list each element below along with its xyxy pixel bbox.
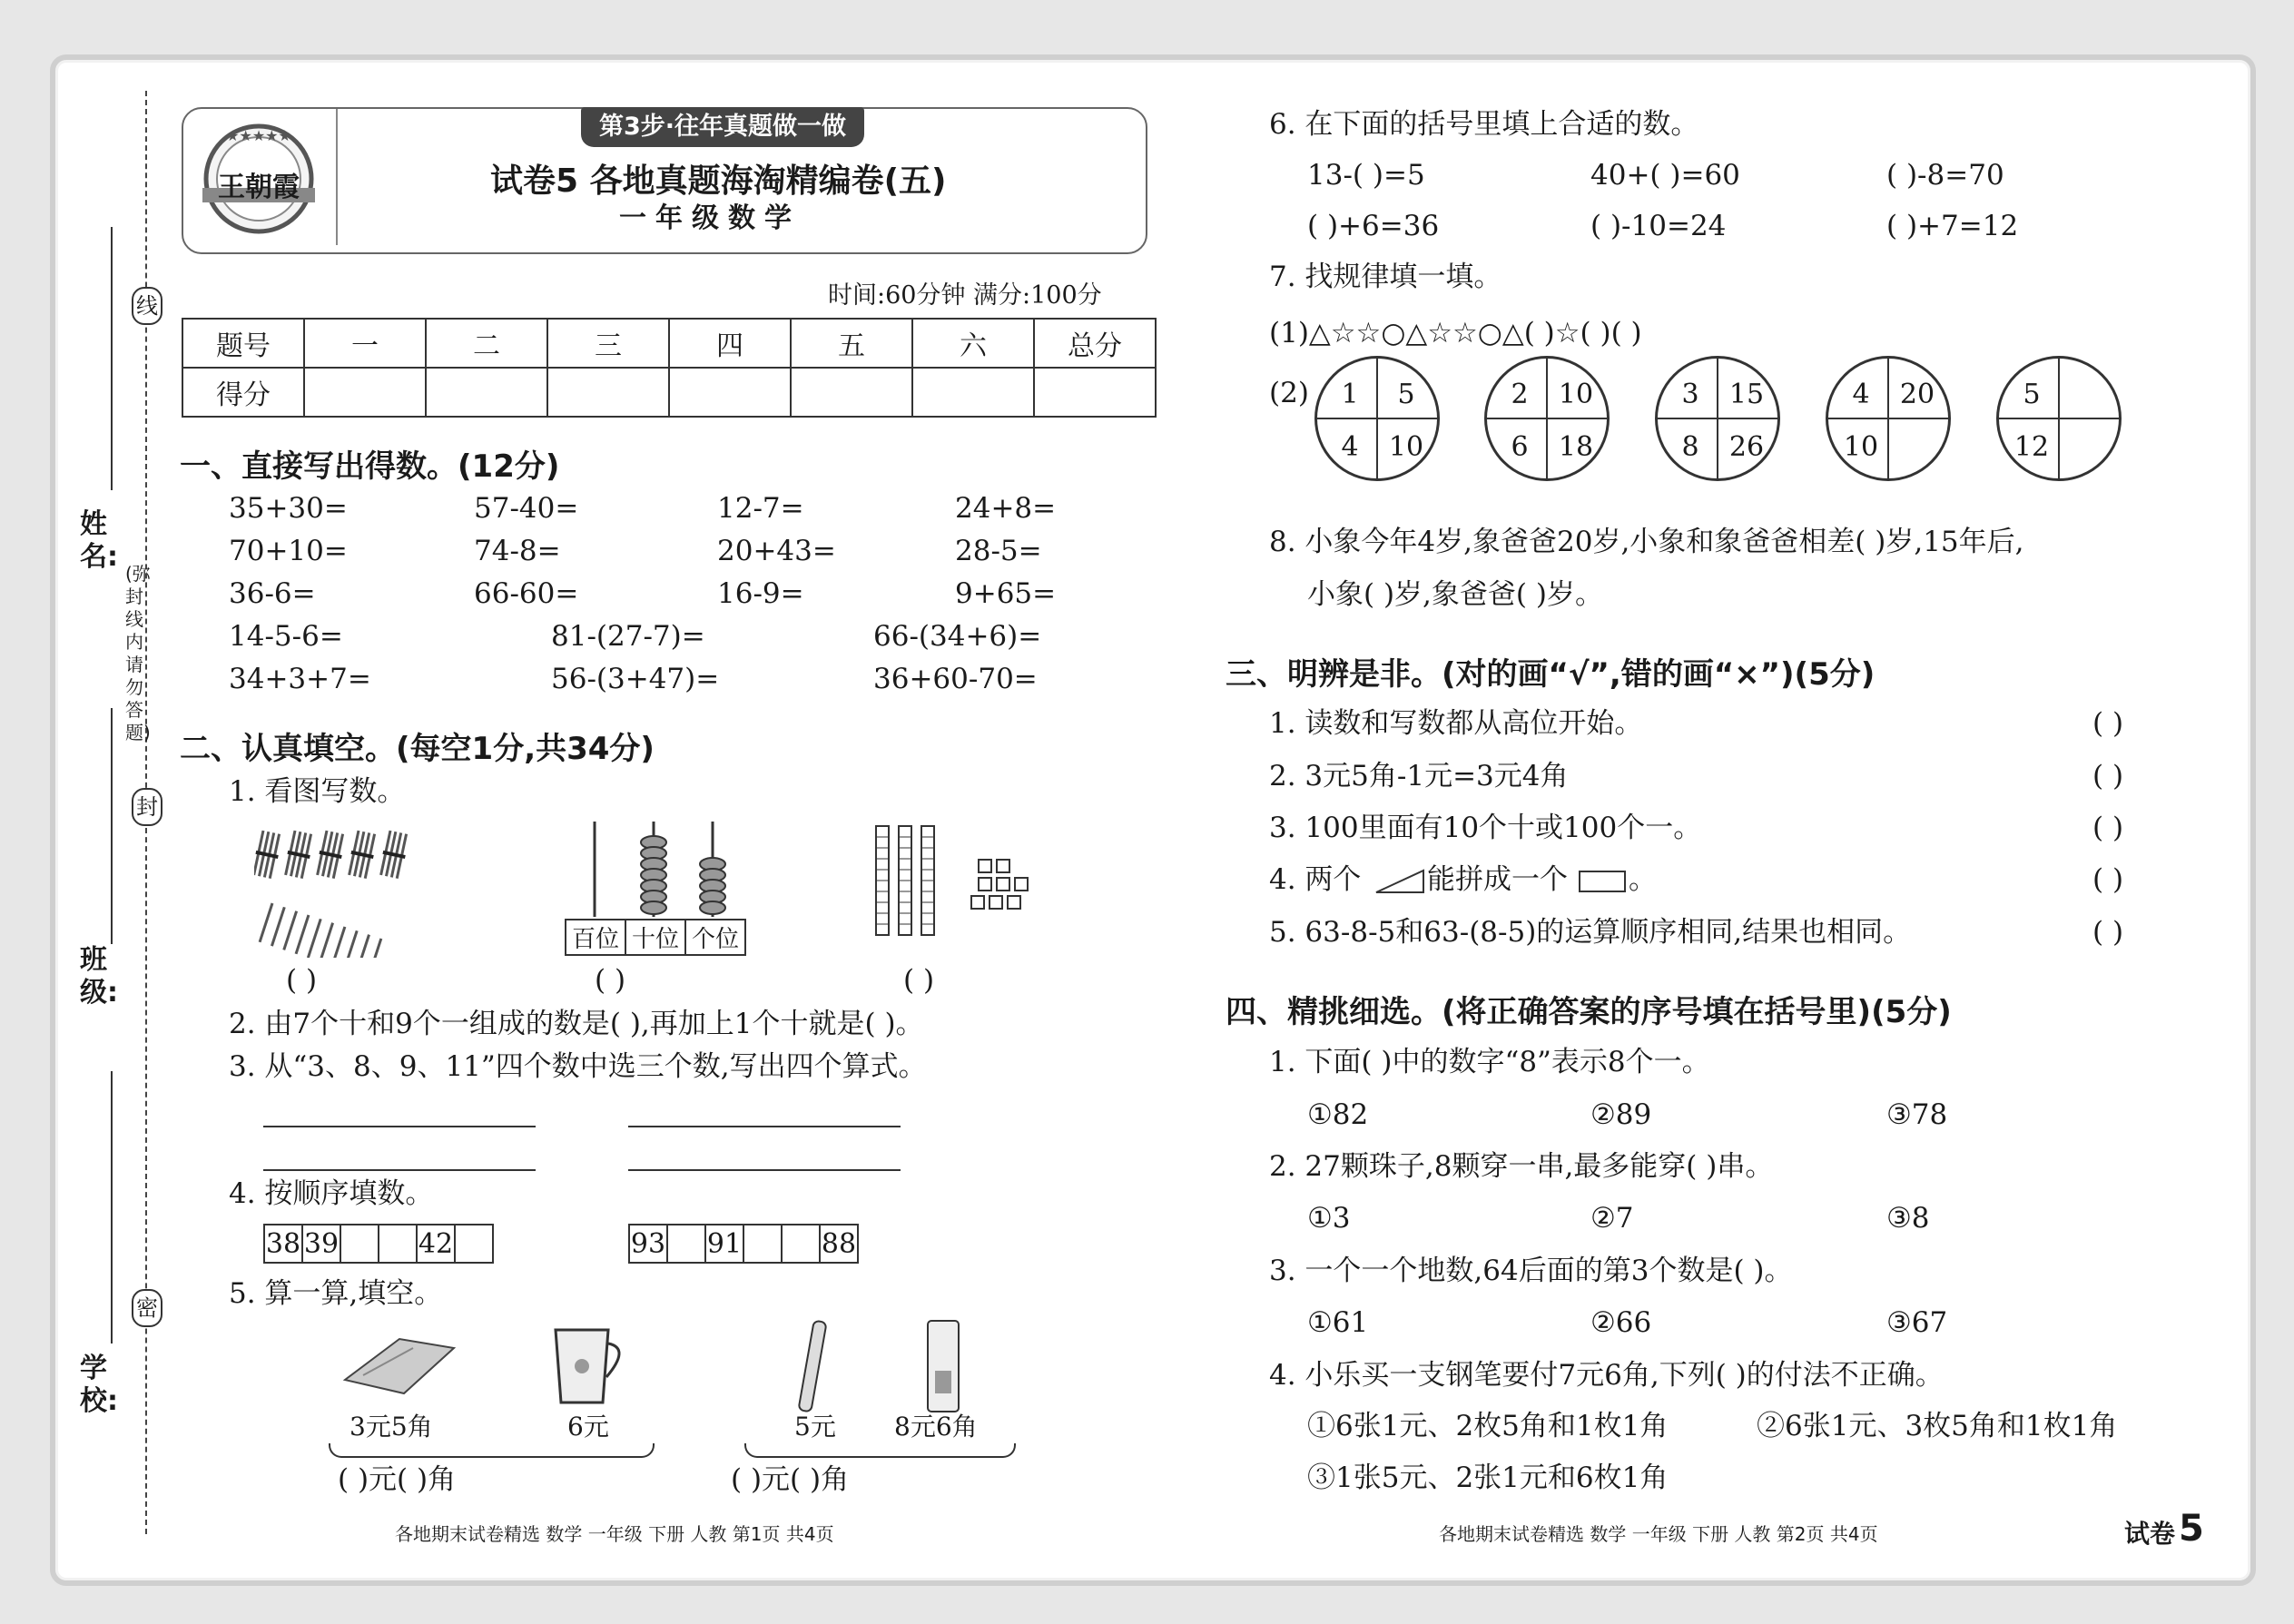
judge-paren[interactable]: ( )	[2092, 760, 2124, 792]
score-head-cell: 四	[669, 319, 791, 368]
brace	[329, 1443, 655, 1458]
score-head-cell: 总分	[1034, 319, 1156, 368]
calc: 20+43=	[717, 535, 836, 567]
q6-text: 6. 在下面的括号里填上合适的数。	[1269, 108, 1699, 141]
brace	[744, 1443, 1016, 1458]
circle-cell: 2	[1511, 379, 1529, 410]
score-cell[interactable]	[791, 368, 912, 417]
answer-line[interactable]	[628, 1126, 901, 1127]
score-cell[interactable]	[304, 368, 426, 417]
choice-option[interactable]: ②7	[1590, 1202, 1634, 1235]
toothpaste-icon	[917, 1316, 971, 1416]
calc: 56-(3+47)=	[551, 663, 720, 695]
footer-right: 各地期末试卷精选 数学 一年级 下册 人教 第2页 共4页	[1439, 1523, 1878, 1545]
circle-cell: 1	[1341, 379, 1359, 410]
choice-option[interactable]: ③78	[1886, 1098, 1948, 1131]
calc: 14-5-6=	[229, 620, 343, 653]
q5-text: 5. 算一算,填空。	[229, 1277, 443, 1310]
score-table	[182, 318, 1157, 418]
judge-item: 4. 两个	[1269, 863, 1362, 896]
calc: 16-9=	[717, 577, 804, 610]
circle-cell: 5	[2023, 379, 2041, 410]
circle-cell: 10	[1388, 431, 1424, 463]
score-head-cell: 一	[304, 319, 426, 368]
calc: 74-8=	[474, 535, 561, 567]
calc: 66-60=	[474, 577, 579, 610]
choice-option[interactable]: ③8	[1886, 1202, 1930, 1235]
base-ten-blocks-icon	[871, 822, 1053, 940]
judge-item: 3. 100里面有10个十或100个一。	[1269, 812, 1702, 844]
q4-text: 4. 按顺序填数。	[229, 1177, 434, 1210]
stick-bundles-icon	[254, 822, 436, 958]
logo	[195, 113, 322, 241]
choice-option[interactable]: ②89	[1590, 1098, 1652, 1131]
price-paste: 8元6角	[894, 1412, 978, 1442]
school-label: 学校:	[80, 1353, 118, 1417]
price-brush: 5元	[794, 1412, 836, 1442]
sequence-boxes-1	[263, 1224, 494, 1264]
price-towel: 3元5角	[350, 1412, 433, 1442]
abacus-icon	[563, 817, 744, 921]
sequence-boxes-2	[628, 1224, 859, 1264]
circle-cell: 10	[1843, 431, 1879, 463]
circle-cell: 4	[1341, 431, 1359, 463]
answer-line[interactable]	[628, 1169, 901, 1171]
number-circle	[1484, 356, 1610, 481]
score-head-cell: 二	[426, 319, 547, 368]
calc: 81-(27-7)=	[551, 620, 705, 653]
calc: 70+10=	[229, 535, 348, 567]
q6-item: 13-( )=5	[1307, 159, 1425, 192]
circle-cell: 6	[1511, 431, 1529, 463]
seq-cell: 91	[705, 1225, 743, 1263]
answer-paren[interactable]: ( )	[595, 964, 626, 997]
seal-feng: 封	[132, 788, 162, 826]
calc: 36-6=	[229, 577, 316, 610]
name-underline	[111, 227, 113, 490]
binding-note: (弥封线内请勿答题)	[125, 563, 151, 743]
class-label: 班级:	[80, 944, 118, 1009]
circle-cell: 4	[1852, 379, 1870, 410]
section2-heading: 二、认真填空。(每空1分,共34分)	[180, 731, 655, 767]
score-cell[interactable]	[547, 368, 669, 417]
choice-question: 1. 下面( )中的数字“8”表示8个一。	[1269, 1046, 1710, 1078]
q6-item: 40+( )=60	[1590, 159, 1740, 192]
judge4-end: 。	[1629, 863, 1657, 896]
judge-item: 5. 63-8-5和63-(8-5)的运算顺序相同,结果也相同。	[1269, 916, 1912, 949]
choice-option[interactable]: ③67	[1886, 1306, 1948, 1339]
judge-paren[interactable]: ( )	[2092, 916, 2124, 949]
step-badge: 第3步·往年真题做一做	[581, 107, 864, 147]
choice-option[interactable]: ①3	[1307, 1202, 1351, 1235]
q7-1: (1)△☆☆○△☆☆○△( )☆( )( )	[1269, 317, 1642, 349]
abacus-label: 十位	[625, 920, 685, 955]
seq-cell: 39	[302, 1225, 340, 1263]
logo-text: 王朝霞	[218, 172, 300, 203]
judge4-mid: 能拼成一个	[1427, 863, 1568, 896]
score-cell[interactable]	[426, 368, 547, 417]
calc: 28-5=	[955, 535, 1042, 567]
number-circle	[1826, 356, 1951, 481]
header-divider	[336, 109, 338, 245]
score-head-cell: 五	[791, 319, 912, 368]
circle-cell: 12	[2013, 431, 2050, 463]
score-cell[interactable]	[669, 368, 791, 417]
calc: 57-40=	[474, 492, 579, 525]
score-head-cell: 题号	[182, 319, 304, 368]
number-circle	[1655, 356, 1780, 481]
seal-xian: 线	[132, 287, 162, 325]
abacus-labels	[565, 919, 746, 956]
q8-line1: 8. 小象今年4岁,象爸爸20岁,小象和象爸爸相差( )岁,15年后,	[1269, 526, 2024, 558]
choice-option[interactable]: ①82	[1307, 1098, 1369, 1131]
q1-text: 1. 看图写数。	[229, 775, 406, 808]
cup-icon	[545, 1321, 635, 1412]
score-cell[interactable]	[1034, 368, 1156, 417]
calc: 24+8=	[955, 492, 1057, 525]
q7-text: 7. 找规律填一填。	[1269, 261, 1502, 293]
answer-line-1[interactable]: ( )元( )角	[338, 1463, 457, 1496]
seq-cell[interactable]	[743, 1225, 782, 1263]
choice-option[interactable]: ③1张5元、2张1元和6枚1角	[1307, 1462, 1669, 1494]
q6-item: ( )-8=70	[1886, 159, 2004, 192]
circle-cell: 26	[1728, 431, 1765, 463]
seq-cell[interactable]	[782, 1225, 820, 1263]
choice-option[interactable]: ①61	[1307, 1306, 1369, 1339]
choice-question: 2. 27颗珠子,8颗穿一串,最多能穿( )串。	[1269, 1150, 1774, 1183]
seal-mi: 密	[132, 1289, 162, 1327]
seq-cell[interactable]	[455, 1225, 493, 1263]
circle-cell: 10	[1558, 379, 1594, 410]
choice-question: 3. 一个一个地数,64后面的第3个数是( )。	[1269, 1255, 1793, 1287]
name-label: 姓名:	[80, 508, 118, 573]
abacus-label: 百位	[566, 920, 625, 955]
school-underline	[111, 1071, 113, 1343]
class-underline	[111, 708, 113, 944]
time-info: 时间:60分钟 满分:100分	[828, 281, 1102, 310]
judge-item: 2. 3元5角-1元=3元4角	[1269, 760, 1569, 792]
paper-title: 试卷5 各地真题海淘精编卷(五)	[490, 162, 947, 200]
footer-paper-number: 5	[2179, 1508, 2204, 1550]
judge-paren[interactable]: ( )	[2092, 863, 2124, 896]
circle-cell: 20	[1899, 379, 1935, 410]
footer-tag: 试卷	[2124, 1519, 2176, 1549]
q6-item: ( )-10=24	[1590, 210, 1727, 242]
q3-text: 3. 从“3、8、9、11”四个数中选三个数,写出四个算式。	[229, 1050, 927, 1083]
circle-cell: 3	[1681, 379, 1699, 410]
judge-paren[interactable]: ( )	[2092, 812, 2124, 844]
number-circle	[1314, 356, 1440, 481]
choice-option[interactable]: ②66	[1590, 1306, 1652, 1339]
abacus-label: 个位	[685, 920, 745, 955]
circle-cell: 5	[1397, 379, 1415, 410]
seq-cell[interactable]	[379, 1225, 417, 1263]
section3-heading: 三、明辨是非。(对的画“√”,错的画“×”)(5分)	[1226, 656, 1876, 693]
score-head-cell: 三	[547, 319, 669, 368]
triangle-shape-icon	[1374, 869, 1425, 894]
section4-heading: 四、精挑细选。(将正确答案的序号填在括号里)(5分)	[1226, 994, 1952, 1030]
seq-cell: 93	[629, 1225, 667, 1263]
calc: 36+60-70=	[873, 663, 1038, 695]
choice-option[interactable]: ①6张1元、2枚5角和1枚1角	[1307, 1410, 1669, 1442]
footer-left: 各地期末试卷精选 数学 一年级 下册 人教 第1页 共4页	[395, 1523, 834, 1545]
seq-cell: 42	[417, 1225, 455, 1263]
calc: 66-(34+6)=	[873, 620, 1042, 653]
price-cup: 6元	[567, 1412, 609, 1442]
calc: 35+30=	[229, 492, 348, 525]
score-cell[interactable]	[912, 368, 1034, 417]
calc: 12-7=	[717, 492, 804, 525]
seq-cell: 38	[264, 1225, 302, 1263]
circle-cell: 18	[1558, 431, 1594, 463]
toothbrush-icon	[790, 1316, 835, 1416]
q7-2-label: (2)	[1269, 377, 1309, 409]
judge-item: 1. 读数和写数都从高位开始。	[1269, 707, 1643, 740]
circle-cell: 8	[1681, 431, 1699, 463]
answer-paren[interactable]: ( )	[286, 964, 318, 997]
answer-line[interactable]	[263, 1126, 536, 1127]
choice-question: 4. 小乐买一支钢笔要付7元6角,下列( )的付法不正确。	[1269, 1359, 1944, 1392]
svg-text:★★★★★: ★★★★★	[226, 127, 291, 144]
seq-cell[interactable]	[340, 1225, 379, 1263]
rectangle-shape-icon	[1578, 870, 1627, 893]
q6-item: ( )+6=36	[1307, 210, 1440, 242]
paper-subtitle: 一年级数学	[619, 202, 801, 234]
judge-paren[interactable]: ( )	[2092, 707, 2124, 740]
choice-option[interactable]: ②6张1元、3枚5角和1枚1角	[1757, 1410, 2118, 1442]
score-head-cell: 六	[912, 319, 1034, 368]
number-circle	[1996, 356, 2122, 481]
calc: 34+3+7=	[229, 663, 371, 695]
seq-cell: 88	[820, 1225, 858, 1263]
score-row-label: 得分	[182, 368, 304, 417]
answer-line[interactable]	[263, 1169, 536, 1171]
circle-cell: 15	[1728, 379, 1765, 410]
section1-heading: 一、直接写出得数。(12分)	[180, 448, 560, 485]
q8-line2: 小象( )岁,象爸爸( )岁。	[1307, 578, 1603, 611]
towel-icon	[336, 1325, 463, 1407]
calc: 9+65=	[955, 577, 1057, 610]
answer-paren[interactable]: ( )	[903, 964, 935, 997]
q6-item: ( )+7=12	[1886, 210, 2019, 242]
answer-line-2[interactable]: ( )元( )角	[731, 1463, 850, 1496]
q2-text: 2. 由7个十和9个一组成的数是( ),再加上1个十就是( )。	[229, 1008, 924, 1040]
seq-cell[interactable]	[667, 1225, 705, 1263]
